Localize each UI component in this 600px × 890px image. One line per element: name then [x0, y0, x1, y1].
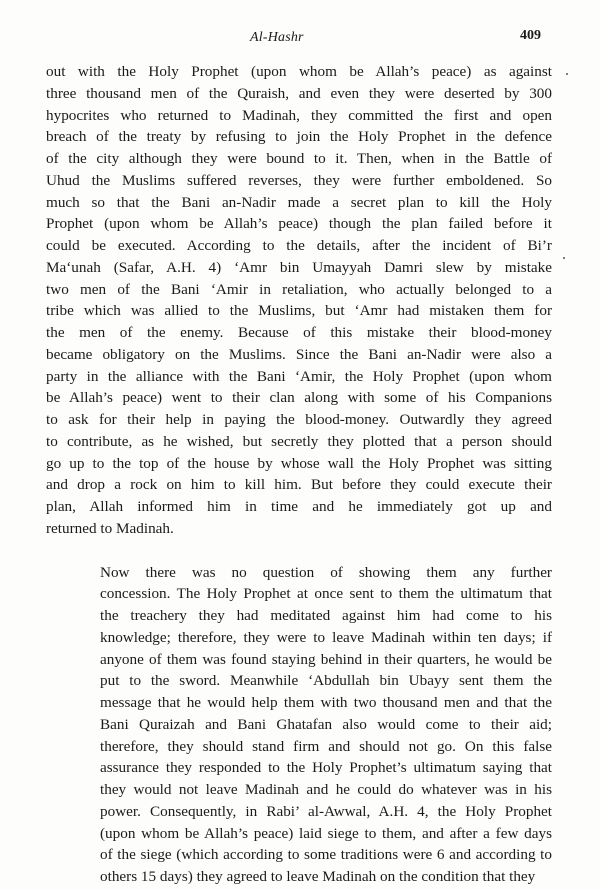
text-line: tribe which was allied to the Muslims, but ‘Amr had mistaken them for	[46, 302, 552, 320]
text-line: to contribute, as he wished, but secretly they plotted that a person should	[46, 432, 552, 450]
text-line: concession. The Holy Prophet at once sent to them the ultimatum that	[100, 585, 552, 603]
text-line: returned to Madinah.	[46, 519, 174, 537]
text-line: the men of the enemy. Because of this mistake their blood-money	[46, 324, 552, 341]
text-line: two men of the Bani ‘Amir in retaliation, who actually belonged to a	[46, 280, 552, 298]
text-line: knowledge; therefore, they were to leave Madinah within ten days; if	[100, 628, 552, 646]
text-line: Prophet (upon whom be Allah’s peace) though the plan failed before it	[46, 215, 552, 233]
running-header	[0, 30, 600, 50]
text-line: breach of the treaty by refusing to join the Holy Prophet in the defence	[46, 128, 552, 146]
text-line: anyone of them was found staying behind in their quarters, he would be	[100, 650, 552, 668]
text-line: and drop a rock on him to kill him. But before they could execute their	[46, 476, 552, 494]
text-line: three thousand men of the Quraish, and even they were deserted by 300	[46, 84, 552, 102]
text-line: hypocrites who returned to Madinah, they committed the first and open	[46, 106, 552, 124]
text-line: go up to the top of the house by whose wall the Holy Prophet was sitting	[46, 454, 552, 472]
text-line: could be executed. According to the details, after the incident of Bi’r	[46, 237, 552, 254]
text-line: the treachery they had meditated against him had come to his	[100, 607, 552, 624]
text-line: Uhud the Muslims suffered reverses, they were further emboldened. So	[46, 171, 552, 189]
page-number: 409	[520, 28, 541, 43]
print-speck	[566, 73, 568, 75]
text-line: be Allah’s peace) went to their clan along with some of his Companions	[46, 389, 552, 407]
text-line: message that he would help them with two thousand men and that the	[100, 694, 552, 711]
text-line: Bani Quraizah and Bani Ghatafan also would come to their aid;	[100, 715, 552, 733]
text-line: of the siege (which according to some traditions were 6 and according to	[100, 846, 552, 864]
text-line: power. Consequently, in Rabi’ al-Awwal, A.H. 4, the Holy Prophet	[100, 802, 552, 820]
text-line: to ask for their help in paying the blood-money. Outwardly they agreed	[46, 411, 552, 428]
text-line: plan, Allah informed him in time and he immediately got up and	[46, 498, 552, 515]
running-title: Al-Hashr	[250, 30, 304, 45]
text-line: Ma‘unah (Safar, A.H. 4) ‘Amr bin Umayyah Damri slew by mistake	[46, 258, 552, 276]
text-line: Now there was no question of showing them any further	[100, 563, 552, 581]
paragraph-1	[46, 61, 552, 540]
text-line: assurance they responded to the Holy Prophet’s ultimatum saying that	[100, 759, 552, 777]
print-speck	[563, 257, 565, 259]
body-text	[46, 61, 552, 888]
text-line: (upon whom be Allah’s peace) laid siege to them, and after a few days	[100, 824, 552, 842]
text-line: others 15 days) they agreed to leave Madinah on the condition that they	[100, 868, 536, 885]
text-line: much so that the Bani an-Nadir made a secret plan to kill the Holy	[46, 193, 552, 211]
text-line: out with the Holy Prophet (upon whom be Allah’s peace) as against	[46, 63, 552, 80]
text-line: of the city although they were bound to it. Then, when in the Battle of	[46, 150, 552, 167]
text-line: put to the sword. Meanwhile ‘Abdullah bin Ubayy sent them the	[100, 672, 552, 690]
text-line: became obligatory on the Muslims. Since the Bani an-Nadir were also a	[46, 345, 552, 363]
text-line: they would not leave Madinah and he could do whatever was in his	[100, 781, 552, 798]
paragraph-2	[46, 562, 552, 888]
text-line: therefore, they should stand firm and should not go. On this false	[100, 737, 552, 755]
text-line: party in the alliance with the Bani ‘Amir, the Holy Prophet (upon whom	[46, 367, 552, 385]
